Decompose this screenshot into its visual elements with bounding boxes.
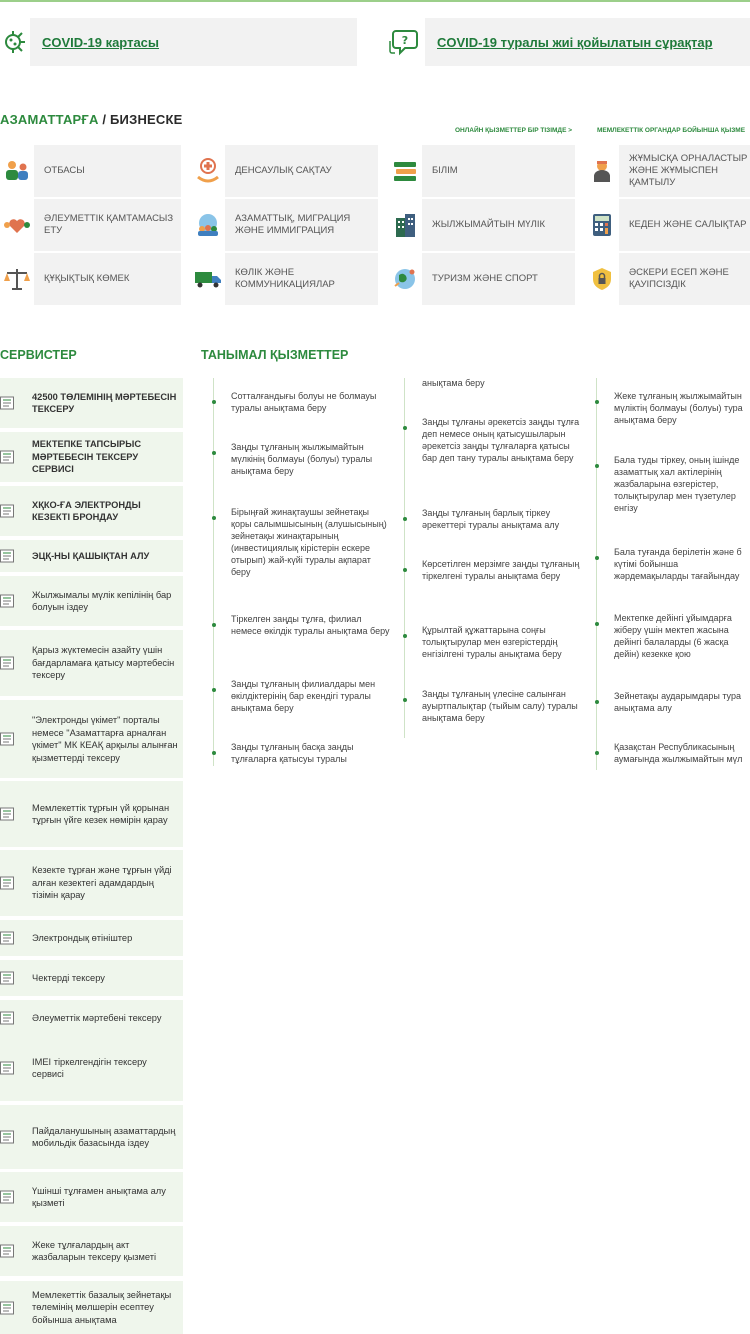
covid-map-label[interactable]: COVID-19 картасы bbox=[42, 34, 160, 50]
category-social-security[interactable] bbox=[0, 199, 181, 251]
category-label: ҚҰҚЫҚТЫҚ КӨМЕК bbox=[34, 253, 181, 305]
document-icon bbox=[0, 876, 14, 890]
covid-faq-label[interactable]: COVID-19 туралы жиі қойылатын сұрақтар bbox=[437, 34, 713, 50]
timeline-dot bbox=[595, 622, 599, 626]
service-item[interactable] bbox=[0, 540, 183, 572]
popular-service-item[interactable]: Тіркелген заңды тұлға, филиал немесе өкілдік туралы анықтама беру bbox=[231, 614, 390, 636]
category-label: ОТБАСЫ bbox=[34, 145, 181, 197]
service-label[interactable]: Әлеуметтік мәртебені тексеру bbox=[32, 1012, 162, 1023]
calculator-icon bbox=[585, 199, 619, 251]
popular-service-item[interactable]: Заңды тұлғаның барлық тіркеу әрекеттері туралы анықтама алу bbox=[422, 508, 560, 530]
service-label[interactable]: Мемлекеттік тұрғын үй қорынан тұрғын үйге кезек нөмірін қарау bbox=[32, 802, 170, 825]
popular-services-heading: ТАНЫМАЛ ҚЫЗМЕТТЕР bbox=[201, 348, 349, 362]
category-label: КӨЛІК ЖӘНЕ КОММУНИКАЦИЯЛАР bbox=[225, 253, 378, 305]
category-label: БІЛІМ bbox=[422, 145, 575, 197]
category-label: КЕДЕН ЖӘНЕ САЛЫҚТАР bbox=[619, 199, 750, 251]
service-item[interactable] bbox=[0, 700, 183, 778]
timeline-dot bbox=[212, 516, 216, 520]
timeline-dot bbox=[212, 751, 216, 755]
document-icon bbox=[0, 396, 14, 410]
popular-service-item[interactable]: Заңды тұлғаның үлесіне салынған ауыртпалықтар (тыйым салу) туралы анықтама беру bbox=[422, 689, 578, 723]
service-label[interactable]: Жылжымалы мүлік кепілінің бар болуын іздеу bbox=[32, 589, 172, 612]
service-item[interactable] bbox=[0, 378, 183, 428]
category-migration[interactable] bbox=[191, 199, 378, 251]
service-label[interactable]: Пайдаланушының азаматтардың мобильдік базасында іздеу bbox=[32, 1125, 176, 1148]
service-item[interactable] bbox=[0, 1172, 183, 1222]
audience-switch bbox=[0, 112, 183, 127]
document-icon bbox=[0, 656, 14, 670]
audience-separator: / bbox=[98, 112, 111, 127]
timeline-dot bbox=[595, 700, 599, 704]
service-label[interactable]: Чектерді тексеру bbox=[32, 972, 105, 983]
service-item[interactable] bbox=[0, 486, 183, 536]
family-icon bbox=[0, 145, 34, 197]
timeline-dot bbox=[595, 464, 599, 468]
category-label: ЖЫЛЖЫМАЙТЫН МҮЛІК bbox=[422, 199, 575, 251]
timeline-dot bbox=[403, 426, 407, 430]
category-label: ЖҰМЫСҚА ОРНАЛАСТЫР ЖӘНЕ ЖҰМЫСПЕН ҚАМТЫЛУ bbox=[619, 145, 750, 197]
document-icon bbox=[0, 1061, 14, 1075]
timeline-dot bbox=[403, 517, 407, 521]
building-icon bbox=[388, 199, 422, 251]
service-item[interactable] bbox=[0, 850, 183, 916]
category-transport[interactable] bbox=[191, 253, 378, 305]
document-icon bbox=[0, 549, 14, 563]
category-label: ТУРИЗМ ЖӘНЕ СПОРТ bbox=[422, 253, 575, 305]
document-icon bbox=[0, 971, 14, 985]
books-icon bbox=[388, 145, 422, 197]
category-label: ӘЛЕУМЕТТІК ҚАМТАМАСЫЗ ЕТУ bbox=[34, 199, 181, 251]
category-legal-aid[interactable] bbox=[0, 253, 181, 305]
document-icon bbox=[0, 1244, 14, 1258]
service-item[interactable] bbox=[0, 1000, 183, 1036]
service-label[interactable]: "Электронды үкімет" порталы немесе "Азаматтарға арналған үкімет" МК КЕАҚ арқылы алынған қызметтерді тексеру bbox=[32, 715, 178, 763]
popular-service-item[interactable]: Қазақстан Республикасының аумағында жылжымайтын мүл bbox=[614, 742, 743, 764]
category-military-security[interactable] bbox=[585, 253, 750, 305]
service-label[interactable]: Электрондық өтініштер bbox=[32, 932, 133, 943]
covid-map-link[interactable] bbox=[0, 18, 357, 66]
timeline-dot bbox=[403, 698, 407, 702]
service-item[interactable] bbox=[0, 1281, 183, 1334]
virus-icon bbox=[0, 18, 30, 66]
question-bubble-icon bbox=[381, 18, 425, 66]
social-care-icon bbox=[0, 199, 34, 251]
svg-text:?: ? bbox=[401, 34, 409, 47]
timeline-dot bbox=[212, 688, 216, 692]
document-icon bbox=[0, 1301, 14, 1315]
category-real-estate[interactable] bbox=[388, 199, 575, 251]
category-family[interactable] bbox=[0, 145, 181, 197]
popular-service-item[interactable]: Көрсетілген мерзімге заңды тұлғаның тіркелгені туралы анықтама беру bbox=[422, 559, 580, 581]
shield-icon bbox=[585, 253, 619, 305]
timeline-dot bbox=[595, 400, 599, 404]
category-employment[interactable] bbox=[585, 145, 750, 197]
popular-service-item[interactable]: Сотталғандығы болуы не болмауы туралы анықтама беру bbox=[231, 391, 377, 413]
service-label[interactable]: IMEI тіркелгендігін тексеру сервисі bbox=[32, 1056, 147, 1079]
document-icon bbox=[0, 594, 14, 608]
popular-service-item[interactable]: Бала туғанда берілетін және б күтімі бойынша жәрдемақыларды тағайындау bbox=[614, 547, 742, 581]
timeline-dot bbox=[595, 556, 599, 560]
scales-icon bbox=[0, 253, 34, 305]
worker-icon bbox=[585, 145, 619, 197]
services-by-agency-link[interactable]: МЕМЛЕКЕТТІК ОРГАНДАР БОЙЫНША ҚЫЗМЕ bbox=[597, 127, 746, 134]
service-label[interactable]: ЭЦҚ-НЫ ҚАШЫҚТАН АЛУ bbox=[32, 550, 150, 561]
popular-service-item[interactable]: Заңды тұлғаны әрекетсіз заңды тұлға деп немесе оның қатысушыларын әрекетсіз заңды тұлғаларға қатысы бар деп тану туралы анықтама беру bbox=[422, 417, 580, 463]
document-icon bbox=[0, 504, 14, 518]
service-item[interactable] bbox=[0, 1035, 183, 1101]
category-label: ДЕНСАУЛЫҚ САҚТАУ bbox=[225, 145, 378, 197]
service-item[interactable] bbox=[0, 1226, 183, 1276]
popular-service-item[interactable]: Мектепке дейінгі ұйымдарға жіберу үшін мектеп жасына дейінгі балаларды (6 жасқа дейін) кезекке қою bbox=[614, 613, 732, 659]
category-education[interactable] bbox=[388, 145, 575, 197]
timeline-line-3 bbox=[596, 378, 597, 770]
document-icon bbox=[0, 1130, 14, 1144]
service-item[interactable] bbox=[0, 432, 183, 482]
service-item[interactable] bbox=[0, 781, 183, 847]
services-heading: СЕРВИСТЕР bbox=[0, 348, 77, 362]
top-accent-line bbox=[0, 0, 750, 2]
popular-service-item[interactable]: Заңды тұлғаның филиалдары мен өкілдіктерінің бар екендігі туралы анықтама беру bbox=[231, 679, 376, 713]
service-label[interactable]: ХҚКО-ҒА ЭЛЕКТРОНДЫ КЕЗЕКТІ БРОНДАУ bbox=[32, 499, 141, 522]
popular-service-item[interactable]: Заңды тұлғаның жылжымайтын мүлкінің болмауы (болуы) туралы анықтама беру bbox=[231, 442, 373, 476]
popular-service-item[interactable]: Жеке тұлғаның жылжымайтын мүліктің болмауы (болуы) тура анықтама беру bbox=[614, 391, 743, 425]
category-label: АЗАМАТТЫҚ, МИГРАЦИЯ ЖӘНЕ ИММИГРАЦИЯ bbox=[225, 199, 378, 251]
migration-icon bbox=[191, 199, 225, 251]
service-item[interactable] bbox=[0, 576, 183, 626]
document-icon bbox=[0, 450, 14, 464]
truck-icon bbox=[191, 253, 225, 305]
timeline-dot bbox=[403, 568, 407, 572]
service-label[interactable]: Үшінші тұлғамен анықтама алу қызметі bbox=[32, 1185, 166, 1208]
document-icon bbox=[0, 931, 14, 945]
category-health[interactable] bbox=[191, 145, 378, 197]
service-label[interactable]: Жеке тұлғалардың акт жазбаларын тексеру қызметі bbox=[32, 1239, 157, 1262]
service-label[interactable]: Кезекте тұрған және тұрғын үйді алған кезектегі адамдардың тізімін қарау bbox=[32, 865, 172, 901]
document-icon bbox=[0, 1190, 14, 1204]
timeline-dot bbox=[403, 634, 407, 638]
popular-service-item[interactable]: анықтама беру bbox=[422, 378, 485, 388]
timeline-line-2 bbox=[404, 378, 405, 738]
popular-service-item[interactable]: Бала туды тіркеу, оның ішінде азаматтық хал актілерінің жазбаларына өзгерістер, толықтырулар мен түзетулер енгізу bbox=[614, 455, 740, 513]
timeline-dot bbox=[212, 623, 216, 627]
timeline-dot bbox=[212, 451, 216, 455]
service-label[interactable]: МЕКТЕПКЕ ТАПСЫРЫС МӘРТЕБЕСІН ТЕКСЕРУ СЕРВИСІ bbox=[32, 439, 142, 475]
tab-business[interactable]: БИЗНЕСКЕ bbox=[110, 112, 183, 127]
timeline-dot bbox=[595, 751, 599, 755]
timeline-dot bbox=[212, 400, 216, 404]
document-icon bbox=[0, 1011, 14, 1025]
category-label: ӘСКЕРИ ЕСЕП ЖӘНЕ ҚАУІПСІЗДІК bbox=[619, 253, 750, 305]
service-item[interactable] bbox=[0, 960, 183, 996]
document-icon bbox=[0, 807, 14, 821]
service-item[interactable] bbox=[0, 920, 183, 956]
online-services-link[interactable]: ОНЛАЙН ҚЫЗМЕТТЕР БІР ТІЗІМДЕ > bbox=[455, 127, 573, 134]
popular-service-item[interactable]: Құрылтай құжаттарына соңғы толықтырулар мен өзгерістердің енгізілгені туралы анықтама беру bbox=[422, 625, 562, 659]
popular-service-item[interactable]: Заңды тұлғаның басқа заңды тұлғаларға қатысуы туралы bbox=[231, 742, 354, 764]
category-customs-taxes[interactable] bbox=[585, 199, 750, 251]
service-label[interactable]: 42500 ТӨЛЕМІНІҢ МӘРТЕБЕСІН ТЕКСЕРУ bbox=[32, 391, 177, 414]
globe-icon bbox=[388, 253, 422, 305]
document-icon bbox=[0, 732, 14, 746]
popular-service-item[interactable]: Бірыңғай жинақтаушы зейнетақы қоры салымшысының (алушысының) зейнетақы жинақтарының (инвестициялық кірістерін ескере отырып) жай-күйі туралы ақпарат беру bbox=[231, 507, 387, 577]
popular-service-item[interactable]: Зейнетақы аударымдары тура анықтама алу bbox=[614, 691, 741, 713]
service-item[interactable] bbox=[0, 630, 183, 696]
timeline-line-1 bbox=[213, 378, 214, 766]
covid-faq-link[interactable] bbox=[381, 18, 750, 66]
service-item[interactable] bbox=[0, 1105, 183, 1169]
health-icon bbox=[191, 145, 225, 197]
service-label[interactable]: Қарыз жүктемесін азайту үшін бағдарламаға қатысу мәртебесін тексеру bbox=[32, 645, 175, 681]
category-tourism-sport[interactable] bbox=[388, 253, 575, 305]
service-label[interactable]: Мемлекеттік базалық зейнетақы төлемінің мөлшерін есептеу бойынша анықтама bbox=[32, 1289, 172, 1325]
tab-citizens[interactable]: АЗАМАТТАРҒА bbox=[0, 112, 99, 127]
